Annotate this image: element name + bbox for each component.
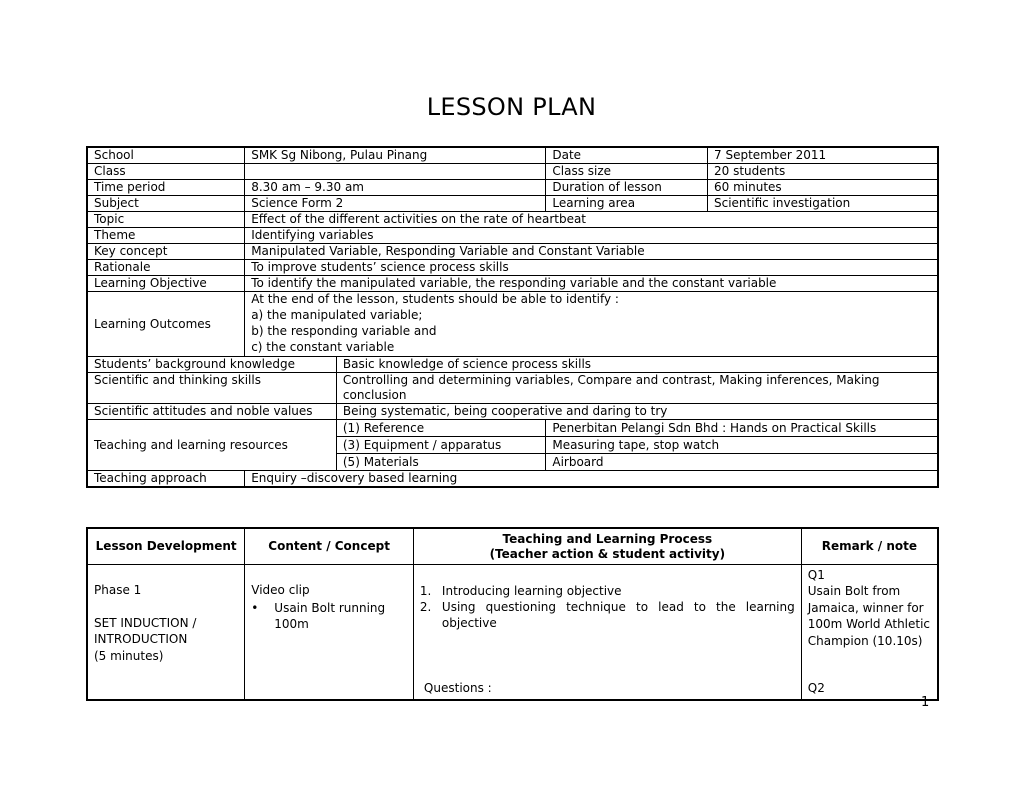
learning-area-label: Learning area (546, 196, 708, 212)
outcome-line: At the end of the lesson, students should be able to identify : (251, 292, 619, 306)
subject-label: Subject (87, 196, 245, 212)
class-size-value: 20 students (708, 164, 939, 180)
resource-item: (5) Materials (336, 454, 546, 471)
outcome-line: a) the manipulated variable; (251, 308, 423, 322)
step-text: Using questioning technique to lead to the learning objective (441, 600, 795, 630)
duration-label: Duration of lesson (546, 180, 708, 196)
phase-stage: SET INDUCTION / (94, 616, 197, 630)
teaching-process-header (413, 528, 801, 565)
time-period-label: Time period (87, 180, 245, 196)
page-title: LESSON PLAN (426, 93, 597, 121)
table-row (87, 164, 938, 180)
learning-outcomes-label: Learning Outcomes (87, 292, 245, 357)
process-cell (413, 565, 801, 701)
table-row (87, 196, 938, 212)
thinking-skills-value: Controlling and determining variables, Compare and contrast, Making inferences, Making conclusion (336, 373, 938, 404)
teaching-approach-label: Teaching approach (87, 471, 245, 488)
page-number: 1 (921, 695, 930, 710)
learning-area-value: Scientific investigation (708, 196, 939, 212)
outcome-line: b) the responding variable and (251, 324, 437, 338)
rationale-label: Rationale (87, 260, 245, 276)
learning-objective-value: To identify the manipulated variable, the responding variable and the constant variable (245, 276, 938, 292)
table-row (87, 471, 938, 488)
table-row (87, 276, 938, 292)
phase-duration: (5 minutes) (94, 649, 164, 663)
process-steps (420, 583, 795, 631)
remark-q1-label: Q1 (807, 568, 825, 582)
resources-label: Teaching and learning resources (87, 420, 336, 471)
date-value: 7 September 2011 (708, 147, 939, 164)
time-period-value: 8.30 am – 9.30 am (245, 180, 546, 196)
list-item (420, 583, 795, 599)
phase-stage: INTRODUCTION (94, 632, 188, 646)
content-bullets (251, 600, 407, 632)
list-item (420, 599, 795, 631)
step-number: 2. (419, 600, 432, 614)
table-row (87, 260, 938, 276)
phase-name: Phase 1 (94, 583, 142, 597)
content-cell (245, 565, 414, 701)
outcome-line: c) the constant variable (251, 340, 395, 354)
background-knowledge-value: Basic knowledge of science process skills (336, 357, 938, 373)
background-knowledge-label: Students’ background knowledge (87, 357, 336, 373)
resource-item: (3) Equipment / apparatus (336, 437, 546, 454)
duration-value: 60 minutes (708, 180, 939, 196)
topic-label: Topic (87, 212, 245, 228)
table-row (87, 404, 938, 420)
table-row (87, 373, 938, 404)
table-header-row (87, 528, 938, 565)
questions-label: Questions : (423, 681, 492, 695)
learning-outcomes-value (245, 292, 938, 357)
school-label: School (87, 147, 245, 164)
thinking-skills-label: Scientific and thinking skills (87, 373, 336, 404)
class-value (245, 164, 546, 180)
phase-cell (87, 565, 245, 701)
resource-detail: Measuring tape, stop watch (546, 437, 938, 454)
table-row (87, 420, 938, 437)
table-row (87, 244, 938, 260)
table-row (87, 357, 938, 373)
remark-header: Remark / note (801, 528, 938, 565)
table-row (87, 292, 938, 357)
lesson-development-header: Lesson Development (87, 528, 245, 565)
content-title: Video clip (251, 583, 310, 597)
key-concept-label: Key concept (87, 244, 245, 260)
resource-detail: Penerbitan Pelangi Sdn Bhd : Hands on Practical Skills (546, 420, 938, 437)
noble-values-value: Being systematic, being cooperative and daring to try (336, 404, 938, 420)
key-concept-value: Manipulated Variable, Responding Variable and Constant Variable (245, 244, 938, 260)
lesson-development-table (86, 527, 939, 701)
resource-item: (1) Reference (336, 420, 546, 437)
teaching-process-header-line: (Teacher action & student activity) (489, 546, 726, 561)
topic-value: Effect of the different activities on the rate of heartbeat (245, 212, 938, 228)
teaching-process-header-line: Teaching and Learning Process (502, 531, 713, 546)
date-label: Date (546, 147, 708, 164)
table-row (87, 212, 938, 228)
noble-values-label: Scientific attitudes and noble values (87, 404, 336, 420)
list-item: • Usain Bolt running 100m (251, 600, 407, 632)
content-concept-header: Content / Concept (245, 528, 414, 565)
school-value: SMK Sg Nibong, Pulau Pinang (245, 147, 546, 164)
class-label: Class (87, 164, 245, 180)
remark-q1-text: Usain Bolt from Jamaica, winner for 100m World Athletic Champion (10.10s) (807, 584, 931, 648)
table-row (87, 228, 938, 244)
resource-detail: Airboard (546, 454, 938, 471)
step-number: 1. (419, 584, 432, 598)
table-row (87, 565, 938, 701)
remark-q2-label: Q2 (807, 681, 825, 695)
remark-cell (801, 565, 938, 701)
table-row (87, 147, 938, 164)
learning-objective-label: Learning Objective (87, 276, 245, 292)
step-text: Introducing learning objective (441, 584, 622, 598)
rationale-value: To improve students’ science process skills (245, 260, 938, 276)
theme-value: Identifying variables (245, 228, 938, 244)
theme-label: Theme (87, 228, 245, 244)
teaching-approach-value: Enquiry –discovery based learning (245, 471, 938, 488)
subject-value: Science Form 2 (245, 196, 546, 212)
class-size-label: Class size (546, 164, 708, 180)
lesson-info-table (86, 146, 939, 488)
table-row (87, 180, 938, 196)
